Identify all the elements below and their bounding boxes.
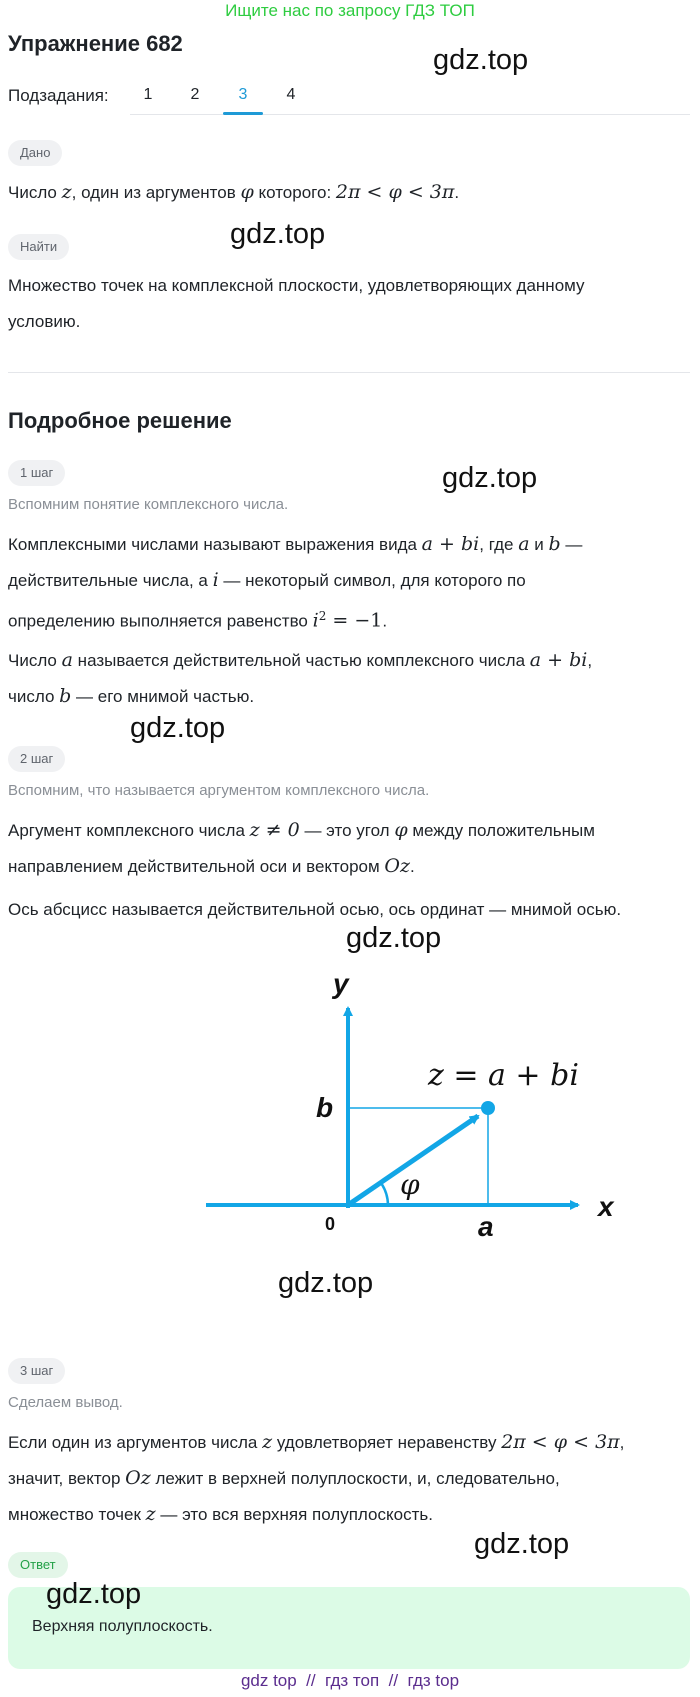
- active-tab-indicator: [223, 112, 263, 115]
- watermark: gdz.top: [230, 218, 326, 250]
- label-a: a: [478, 1211, 494, 1242]
- tab-subtask-4[interactable]: 4: [286, 86, 296, 103]
- watermark: gdz.top: [433, 44, 529, 76]
- step-1-line-5: число b — его мнимой частью.: [8, 685, 255, 707]
- watermark: gdz.top: [346, 922, 442, 954]
- watermark: gdz.top: [442, 462, 538, 494]
- subtasks-label: Подзадания:: [8, 86, 109, 105]
- step-1-line-1: Комплексными числами называют выражения вида a + bi, где a и b —: [8, 533, 583, 555]
- step-2-line-3: Ось абсцисс называется действительной осью, ось ординат — мнимой осью.: [8, 900, 622, 919]
- label-point-z: z = a + bi: [428, 1058, 579, 1093]
- point-z: [481, 1101, 495, 1115]
- step-2-hint: Вспомним, что называется аргументом комплексного числа.: [8, 782, 430, 799]
- complex-plane-diagram: [0, 960, 700, 1250]
- label-b: b: [316, 1092, 334, 1123]
- step-1-hint: Вспомним понятие комплексного числа.: [8, 496, 289, 513]
- solution-title: Подробное решение: [8, 408, 232, 433]
- tab-subtask-1[interactable]: 1: [143, 86, 153, 103]
- step-2-badge: 2 шаг: [8, 746, 65, 772]
- section-divider: [8, 372, 690, 373]
- step-1-line-3: определению выполняется равенство $i^2 = -1$.: [8, 609, 388, 632]
- tabs-divider: [130, 114, 690, 115]
- footer-links[interactable]: gdz top // гдз топ // гдз top: [240, 1671, 460, 1690]
- step-3-line-1: Если один из аргументов числа z удовлетворяет неравенству 2π < φ < 3π,: [8, 1431, 625, 1453]
- step-1-badge: 1 шаг: [8, 460, 65, 486]
- promo-banner[interactable]: Ищите нас по запросу ГДЗ ТОП: [225, 1, 475, 20]
- answer-badge: Ответ: [8, 1552, 68, 1578]
- watermark: gdz.top: [46, 1578, 142, 1610]
- answer-text: Верхняя полуплоскость.: [32, 1618, 213, 1635]
- axis-x-label: x: [598, 1191, 614, 1222]
- given-badge: Дано: [8, 140, 62, 166]
- step-3-line-3: множество точек z — это вся верхняя полуплоскость.: [8, 1503, 433, 1525]
- find-badge: Найти: [8, 234, 69, 260]
- tab-subtask-2[interactable]: 2: [190, 86, 200, 103]
- given-text: Число z, один из аргументов φ которого: 2π < φ < 3π.: [8, 181, 460, 203]
- step-3-hint: Сделаем вывод.: [8, 1394, 123, 1411]
- label-phi: φ: [400, 1168, 420, 1201]
- tab-subtask-3[interactable]: 3: [238, 86, 248, 103]
- watermark: gdz.top: [130, 712, 226, 744]
- angle-arc: [381, 1183, 388, 1205]
- watermark: gdz.top: [474, 1528, 570, 1560]
- step-1-line-2: действительные числа, а i — некоторый символ, для которого по: [8, 569, 526, 591]
- find-line-2: условию.: [8, 312, 81, 331]
- step-2-line-1: Аргумент комплексного числа z ≠ 0 — это угол φ между положительным: [8, 819, 595, 841]
- axis-y-label: y: [333, 968, 349, 999]
- step-1-line-4: Число a называется действительной частью комплексного числа a + bi,: [8, 649, 593, 671]
- label-origin: 0: [325, 1214, 336, 1234]
- watermark: gdz.top: [278, 1267, 374, 1299]
- page-title: Упражнение 682: [8, 31, 183, 56]
- find-line-1: Множество точек на комплексной плоскости, удовлетворяющих данному: [8, 276, 585, 295]
- step-3-line-2: значит, вектор Oz лежит в верхней полуплоскости, и, следовательно,: [8, 1467, 560, 1489]
- step-2-line-2: направлением действительной оси и вектором Oz.: [8, 855, 415, 877]
- step-3-badge: 3 шаг: [8, 1358, 65, 1384]
